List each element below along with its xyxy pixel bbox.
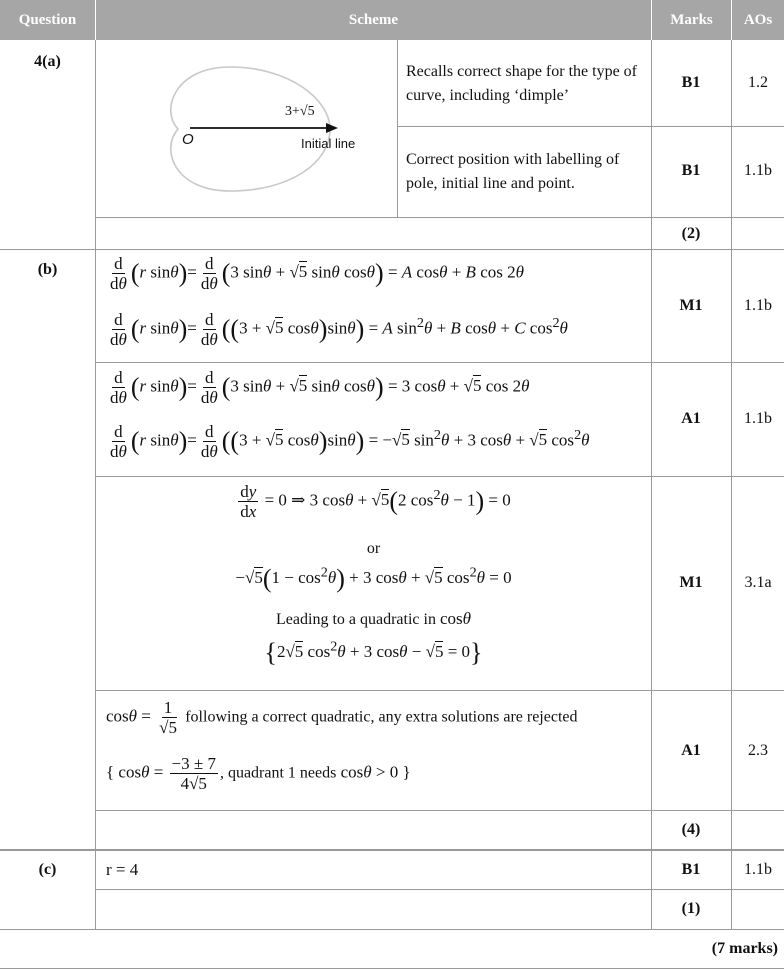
mark-b3: M1 <box>679 574 703 591</box>
arrow-head-icon <box>326 123 338 133</box>
ao-b2: 1.1b <box>744 410 772 427</box>
text-or: or <box>366 540 381 557</box>
question-label-b: (b) <box>37 261 58 278</box>
criterion-position: Correct position with labelling of pole, initial line and point. <box>406 151 620 192</box>
equation-b2-line2: $\frac{d}{d\theta}$ (r sinθ)= $\frac{d}{d\theta}$ ((3 + √5 cosθ)sinθ) = −√5 $\sin^2\theta + 3$ cosθ + √5 $\cos^2\theta$ <box>110 422 590 461</box>
mark-c: B1 <box>681 861 701 878</box>
subtotal-c: (1) <box>681 900 701 917</box>
cardioid-diagram <box>150 55 390 205</box>
header-marks: Marks <box>652 0 731 40</box>
header-scheme: Scheme <box>96 0 651 40</box>
ao-c: 1.1b <box>744 861 772 878</box>
mark-b4: A1 <box>681 742 701 759</box>
point-label: 3+√5 <box>285 104 315 119</box>
criterion-shape: Recalls correct shape for the type of curve, including ‘dimple’ <box>406 63 638 104</box>
equation-b3-quadratic: {2√5 $\cos^2\theta + 3$ cosθ − √5 = 0} <box>264 638 483 667</box>
ao-a1: 1.2 <box>748 74 768 91</box>
answer-c: r = 4 <box>106 860 139 879</box>
header-question: Question <box>0 0 95 40</box>
equation-b1-line1: $\frac{d}{d\theta}$ (r sinθ)= $\frac{d}{d\theta}$ (3 sinθ + √5 sinθ cosθ) = A cosθ + B cos 2θ <box>110 254 524 293</box>
question-label-c: (c) <box>38 861 57 878</box>
equation-b3-alt: $-√5(1 - \cos^2\theta) + 3$ cosθ + √5 $\cos^2\theta = 0$ <box>235 564 512 593</box>
header-aos: AOs <box>732 0 784 40</box>
mark-a1: B1 <box>681 74 701 91</box>
initial-line-label: Initial line <box>301 136 356 151</box>
cardioid-curve <box>171 67 330 191</box>
equation-b2-line1: $\frac{d}{d\theta}$ (r sinθ)= $\frac{d}{d\theta}$ (3 sinθ + √5 sinθ cosθ) = 3 cosθ + √5 cos 2θ <box>110 368 530 407</box>
b4-text: following a correct quadratic, any extra solutions are rejected <box>185 708 578 726</box>
mark-a2: B1 <box>681 162 701 179</box>
b4-quadrant: , quadrant 1 needs <box>219 764 337 782</box>
total-marks: (7 marks) <box>711 940 778 957</box>
pole-label: O <box>182 131 194 148</box>
text-leading-quadratic: Leading to a quadratic in cosθ <box>276 609 471 628</box>
ao-b1: 1.1b <box>744 297 772 314</box>
ao-b4: 2.3 <box>748 742 768 759</box>
ao-b3: 3.1a <box>744 574 772 591</box>
ao-a2: 1.1b <box>744 162 772 179</box>
equation-b4-cos: cosθ = $\frac{1}{√5}$ following a correct quadratic, any extra solutions are rejected <box>106 698 578 737</box>
equation-b3-dydx: $\frac{dy}{dx}$ = 0 ⇒ 3 cosθ + √5(2 $\cos^2\theta - 1) = 0$ <box>240 482 511 521</box>
question-label-4a: 4(a) <box>34 53 61 70</box>
subtotal-b: (4) <box>681 821 701 838</box>
leading-text: Leading to a quadratic in <box>276 611 436 628</box>
mark-b1: M1 <box>679 297 703 314</box>
equation-b1-line2: $\frac{d}{d\theta}$ (r sinθ)= $\frac{d}{d\theta}$ ((3 + √5 cosθ)sinθ) = A $\sin^2\theta + B$ cosθ + C $\cos^2\theta$ <box>110 310 568 349</box>
equation-b4-solutions: { cosθ = $\frac{-3 \pm 7}{4√5}$ , quadrant 1 needs cosθ > 0 } <box>106 754 411 793</box>
mark-b2: A1 <box>681 410 701 427</box>
subtotal-a: (2) <box>681 225 701 242</box>
